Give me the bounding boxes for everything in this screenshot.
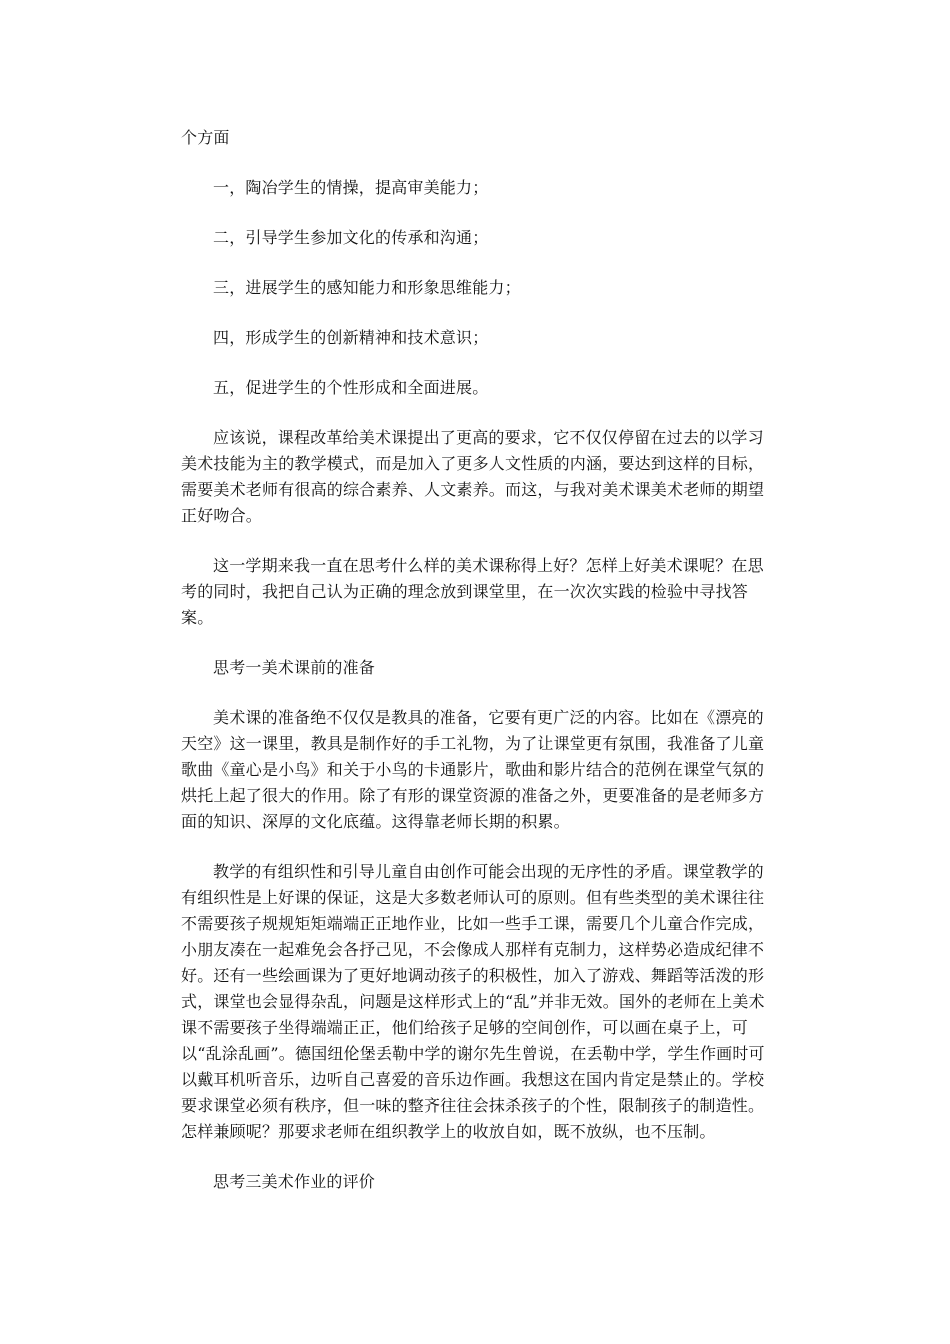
paragraph-classroom-organization: 教学的有组织性和引导儿童自由创作可能会出现的无序性的矛盾。课堂教学的有组织性是上好课的保证，这是大多数老师认可的原则。但有些类型的美术课往往不需要孩子规规矩矩端端正正地作业，比如一些手工课，需要几个儿童合作完成，小朋友凑在一起难免会各抒己见，不会像成人那样有克制力，这样势必造成纪律不好。还有一些绘画课为了更好地调动孩子的积极性，加入了游戏、舞蹈等活泼的形式，课堂也会显得杂乱，问题是这样形式上的“乱”并非无效。国外的老师在上美术课不需要孩子坐得端端正正，他们给孩子足够的空间创作，可以画在桌子上，可以“乱涂乱画”。德国纽伦堡丢勒中学的谢尔先生曾说，在丢勒中学，学生作画时可以戴耳机听音乐，边听自己喜爱的音乐边作画。我想这在国内肯定是禁止的。学校要求课堂必须有秩序，但一味的整齐往往会抹杀孩子的个性，限制孩子的制造性。怎样兼顾呢？那要求老师在组织教学上的收放自如，既不放纵，也不压制。 — [181, 862, 765, 1141]
paragraph-semester-reflection: 这一学期来我一直在思考什么样的美术课称得上好？怎样上好美术课呢？在思考的同时，我把自己认为正确的理念放到课堂里，在一次次实践的检验中寻找答案。 — [181, 556, 764, 627]
document-body — [181, 125, 773, 1219]
paragraph-preparation: 美术课的准备绝不仅仅是教具的准备，它要有更广泛的内容。比如在《漂亮的天空》这一课里，教具是制作好的手工礼物，为了让课堂更有氛围，我准备了儿童歌曲《童心是小鸟》和关于小鸟的卡通影片，歌曲和影片结合的范例在课堂气氛的烘托上起了很大的作用。除了有形的课堂资源的准备之外，更要准备的是老师多方面的知识、深厚的文化底蕴。这得靠老师长期的积累。 — [181, 708, 765, 831]
goal-item-5: 五，促进学生的个性形成和全面进展。 — [213, 378, 489, 397]
paragraph-curriculum-reform: 应该说，课程改革给美术课提出了更高的要求，它不仅仅停留在过去的以学习美术技能为主的教学模式，而是加入了更多人文性质的内涵，要达到这样的目标，需要美术老师有很高的综合素养、人文素养。而这，与我对美术课美术老师的期望正好吻合。 — [181, 428, 765, 525]
goal-item-4: 四，形成学生的创新精神和技术意识； — [213, 328, 489, 347]
goal-item-1: 一，陶冶学生的情操，提高审美能力； — [213, 178, 489, 197]
goal-item-3: 三，进展学生的感知能力和形象思维能力； — [213, 278, 521, 297]
goal-item-2: 二，引导学生参加文化的传承和沟通； — [213, 228, 489, 247]
section-heading-preparation: 思考一美术课前的准备 — [213, 658, 376, 677]
section-heading-evaluation: 思考三美术作业的评价 — [213, 1172, 376, 1191]
continued-line: 个方面 — [181, 128, 230, 147]
